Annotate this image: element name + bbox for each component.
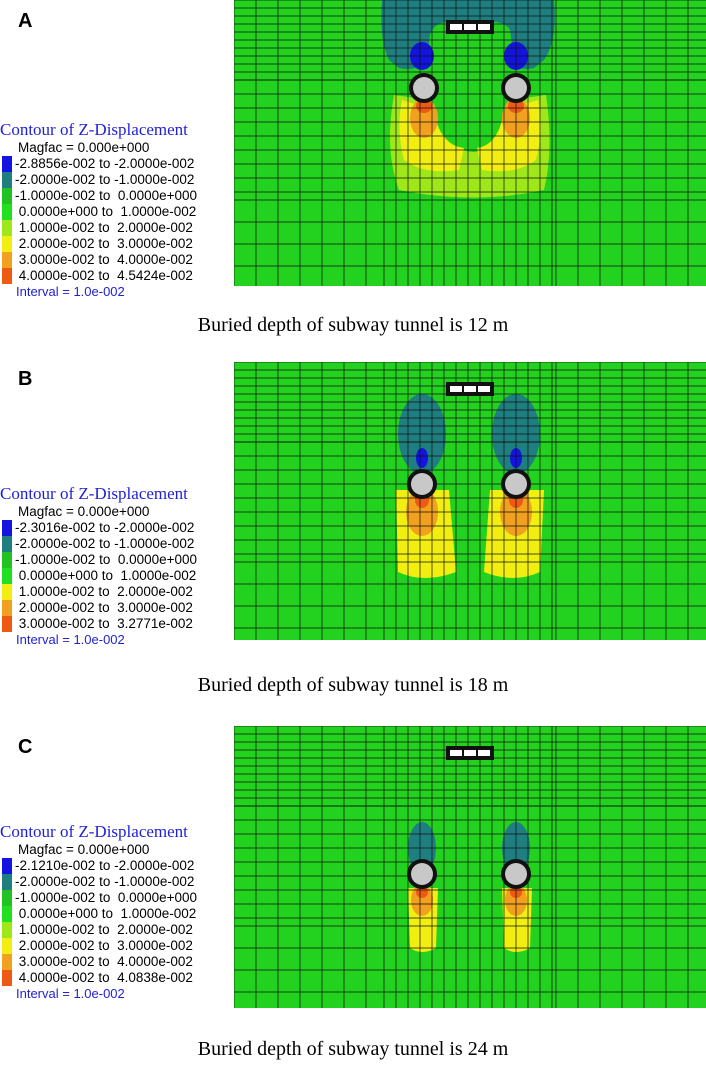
panel-b [0,358,706,716]
legend-row [0,536,232,552]
legend-range-label: 4.0000e-002 to 4.0838e-002 [15,970,193,985]
legend [0,822,232,1001]
legend-range-label: -1.0000e-002 to 0.0000e+000 [15,890,198,905]
legend-interval: Interval = 1.0e-002 [16,986,125,1001]
contour-plot [234,0,706,286]
legend-row [0,156,232,172]
legend-swatch [2,536,12,552]
legend-row [0,600,232,616]
legend-title: Contour of Z-Displacement [0,822,188,841]
legend-swatch [2,890,12,906]
legend-swatch [2,252,12,268]
legend-range-label: 0.0000e+000 to 1.0000e-002 [15,906,197,921]
legend-range-label: 2.0000e-002 to 3.0000e-002 [15,938,193,953]
legend-rows [0,156,232,284]
legend-range-label: -1.0000e-002 to 0.0000e+000 [15,552,198,567]
legend-rows [0,858,232,986]
legend-swatch [2,906,12,922]
legend-row [0,906,232,922]
legend-swatch [2,552,12,568]
legend-magfac: Magfac = 0.000e+000 [18,504,150,519]
legend [0,484,232,647]
legend-range-label: -2.0000e-002 to -1.0000e-002 [15,172,195,187]
legend-interval: Interval = 1.0e-002 [16,284,125,299]
legend-swatch [2,156,12,172]
legend-rows [0,520,232,632]
legend-range-label: 3.0000e-002 to 3.2771e-002 [15,616,193,631]
legend-swatch [2,520,12,536]
legend-range-label: 1.0000e-002 to 2.0000e-002 [15,922,193,937]
legend-range-label: -2.8856e-002 to -2.0000e-002 [15,156,195,171]
panel-letter: A [18,10,33,32]
legend-row [0,954,232,970]
displacement-contour-model [234,726,706,1008]
tunnel-left [413,77,435,99]
surface-structure [446,382,494,396]
displacement-contour-model [234,0,706,286]
legend-range-label: 4.0000e-002 to 4.5424e-002 [15,268,193,283]
ground-background [234,0,706,286]
panel-letter: C [18,736,33,758]
legend-swatch [2,874,12,890]
legend-row [0,236,232,252]
legend-swatch [2,584,12,600]
displacement-contour-model [234,362,706,640]
tunnel-right [505,863,527,885]
legend-range-label: 3.0000e-002 to 4.0000e-002 [15,954,193,969]
legend-row [0,890,232,906]
tunnel-right [505,473,527,495]
legend-row [0,268,232,284]
legend-row [0,584,232,600]
caption: Buried depth of subway tunnel is 12 m [197,314,509,336]
tunnel-left [411,473,433,495]
caption: Buried depth of subway tunnel is 24 m [197,1038,509,1060]
legend-range-label: 0.0000e+000 to 1.0000e-002 [15,568,197,583]
legend-range-label: -2.0000e-002 to -1.0000e-002 [15,536,195,551]
legend-swatch [2,922,12,938]
legend-title: Contour of Z-Displacement [0,120,188,139]
settlement-peak-left [416,448,428,468]
panel-letter: B [18,368,33,390]
legend-swatch [2,204,12,220]
legend-row [0,568,232,584]
legend-title: Contour of Z-Displacement [0,484,188,503]
legend-range-label: -2.0000e-002 to -1.0000e-002 [15,874,195,889]
panel-a [0,0,706,358]
legend-range-label: -1.0000e-002 to 0.0000e+000 [15,188,198,203]
legend-row [0,858,232,874]
legend-swatch [2,954,12,970]
legend-row [0,188,232,204]
legend-swatch [2,220,12,236]
caption: Buried depth of subway tunnel is 18 m [197,674,509,696]
legend-range-label: -2.1210e-002 to -2.0000e-002 [15,858,195,873]
ground-background [234,726,706,1008]
panel-c [0,716,706,1065]
legend-interval: Interval = 1.0e-002 [16,632,125,647]
legend-row [0,252,232,268]
legend-row [0,616,232,632]
legend-swatch [2,568,12,584]
legend-row [0,220,232,236]
legend-swatch [2,236,12,252]
legend-row [0,970,232,986]
legend-row [0,204,232,220]
legend-swatch [2,616,12,632]
surface-structure [446,746,494,760]
legend-swatch [2,268,12,284]
legend-row [0,552,232,568]
legend-magfac: Magfac = 0.000e+000 [18,140,150,155]
legend-range-label: 3.0000e-002 to 4.0000e-002 [15,252,193,267]
legend-swatch [2,600,12,616]
tunnel-left [411,863,433,885]
legend-row [0,922,232,938]
legend-row [0,520,232,536]
legend-swatch [2,172,12,188]
legend-row [0,874,232,890]
surface-structure [446,20,494,34]
legend-range-label: 1.0000e-002 to 2.0000e-002 [15,584,193,599]
legend-range-label: -2.3016e-002 to -2.0000e-002 [15,520,195,535]
legend-swatch [2,858,12,874]
legend-magfac: Magfac = 0.000e+000 [18,842,150,857]
legend-row [0,938,232,954]
tunnel-right [505,77,527,99]
legend [0,120,232,299]
contour-plot [234,362,706,640]
legend-range-label: 2.0000e-002 to 3.0000e-002 [15,236,193,251]
legend-swatch [2,970,12,986]
legend-swatch [2,188,12,204]
legend-swatch [2,938,12,954]
ground-background [234,362,706,640]
legend-row [0,172,232,188]
contour-plot [234,726,706,1008]
legend-range-label: 1.0000e-002 to 2.0000e-002 [15,220,193,235]
legend-range-label: 2.0000e-002 to 3.0000e-002 [15,600,193,615]
legend-range-label: 0.0000e+000 to 1.0000e-002 [15,204,197,219]
